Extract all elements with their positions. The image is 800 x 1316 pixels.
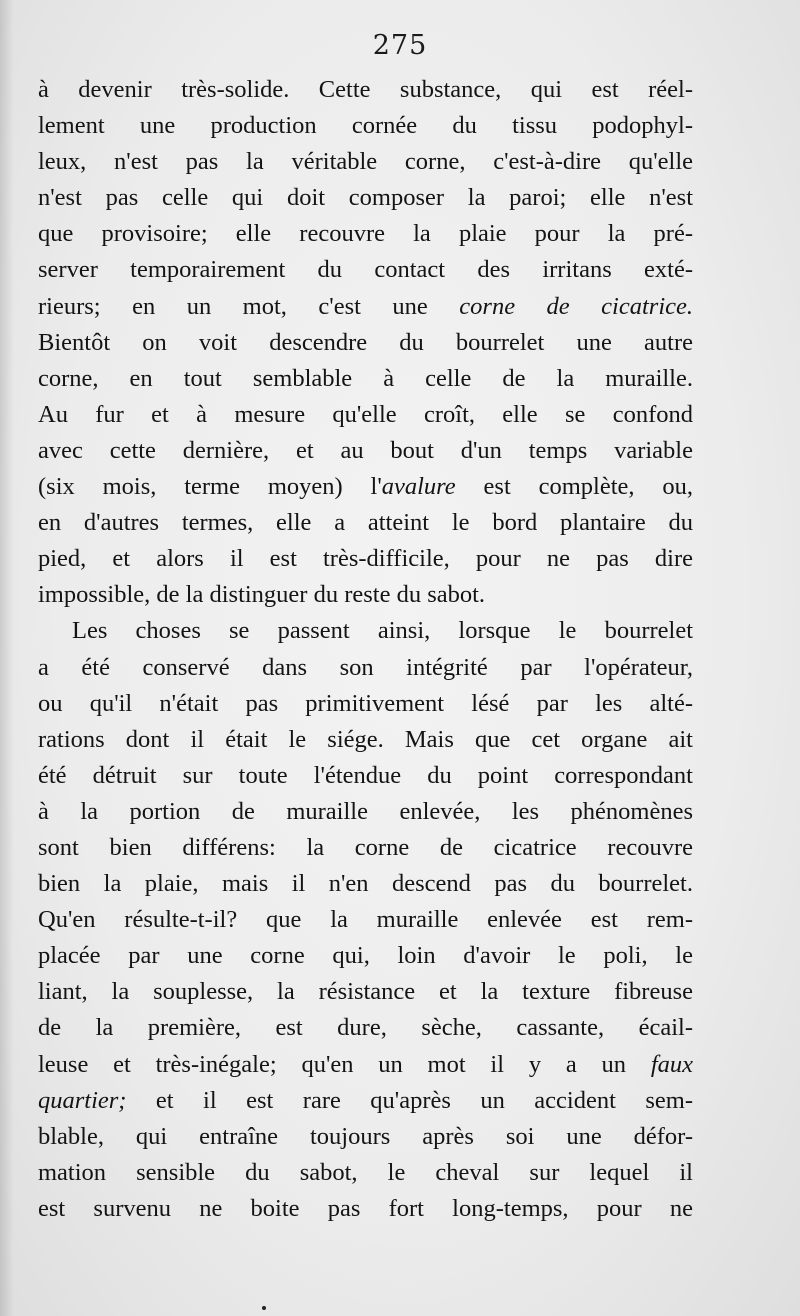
text-line: mation sensible du sabot, le cheval sur lequel il bbox=[38, 1158, 693, 1186]
text-line: (six mois, terme moyen) l'avalure est complète, ou, bbox=[38, 473, 693, 501]
text-line: pied, et alors il est très-difficile, pour ne pas dire bbox=[38, 545, 693, 573]
text-line: placée par une corne qui, loin d'avoir le poli, le bbox=[38, 942, 693, 970]
text-line: à devenir très-solide. Cette substance, qui est réel- bbox=[38, 76, 693, 103]
text-line: été détruit sur toute l'étendue du point correspondant bbox=[38, 761, 693, 789]
print-speck bbox=[262, 1306, 266, 1310]
text-line: ou qu'il n'était pas primitivement lésé par les alté- bbox=[38, 689, 693, 717]
text-line: que provisoire; elle recouvre la plaie pour la pré- bbox=[38, 220, 693, 248]
text-line: rieurs; en un mot, c'est une corne de cicatrice. bbox=[38, 292, 693, 320]
text-line: n'est pas celle qui doit composer la paroi; elle n'est bbox=[38, 184, 693, 212]
text-line: leux, n'est pas la véritable corne, c'est-à-dire qu'elle bbox=[38, 148, 693, 176]
text-line: Les choses se passent ainsi, lorsque le bourrelet bbox=[72, 617, 693, 645]
text-line: Au fur et à mesure qu'elle croît, elle se confond bbox=[38, 400, 693, 428]
text-line: Bientôt on voit descendre du bourrelet une autre bbox=[38, 328, 693, 356]
text-line: corne, en tout semblable à celle de la muraille. bbox=[38, 364, 693, 392]
text-line: quartier; et il est rare qu'après un accident sem- bbox=[38, 1086, 693, 1114]
text-line: liant, la souplesse, la résistance et la texture fibreuse bbox=[38, 978, 693, 1006]
text-line: est survenu ne boite pas fort long-temps, pour ne bbox=[38, 1194, 693, 1222]
text-line: blable, qui entraîne toujours après soi une défor- bbox=[38, 1122, 693, 1150]
text-line: Qu'en résulte-t-il? que la muraille enlevée est rem- bbox=[38, 906, 693, 934]
page-edge-shadow bbox=[0, 0, 14, 1316]
text-line: sont bien différens: la corne de cicatrice recouvre bbox=[38, 833, 693, 861]
text-line: leuse et très-inégale; qu'en un mot il y a un faux bbox=[38, 1050, 693, 1078]
text-line: de la première, est dure, sèche, cassante, écail- bbox=[38, 1014, 693, 1042]
italic-term: avalure bbox=[381, 473, 456, 501]
text-line: lement une production cornée du tissu podophyl- bbox=[38, 112, 693, 140]
page-number: 275 bbox=[372, 30, 428, 61]
text-line: rations dont il était le siége. Mais que cet organe ait bbox=[38, 725, 693, 753]
text-line: à la portion de muraille enlevée, les phénomènes bbox=[38, 797, 693, 825]
body-text bbox=[38, 72, 693, 1227]
italic-term: quartier; bbox=[38, 1086, 127, 1114]
text-line: avec cette dernière, et au bout d'un temps variable bbox=[38, 436, 693, 464]
text-line: a été conservé dans son intégrité par l'opérateur, bbox=[38, 653, 693, 681]
italic-term: corne de cicatrice. bbox=[459, 292, 693, 320]
text-line: server temporairement du contact des irritans exté- bbox=[38, 256, 693, 284]
text-line: bien la plaie, mais il n'en descend pas du bourrelet. bbox=[38, 870, 693, 898]
text-line: en d'autres termes, elle a atteint le bord plantaire du bbox=[38, 509, 693, 537]
text-line: impossible, de la distinguer du reste du sabot. bbox=[38, 581, 486, 609]
italic-term: faux bbox=[650, 1050, 693, 1078]
